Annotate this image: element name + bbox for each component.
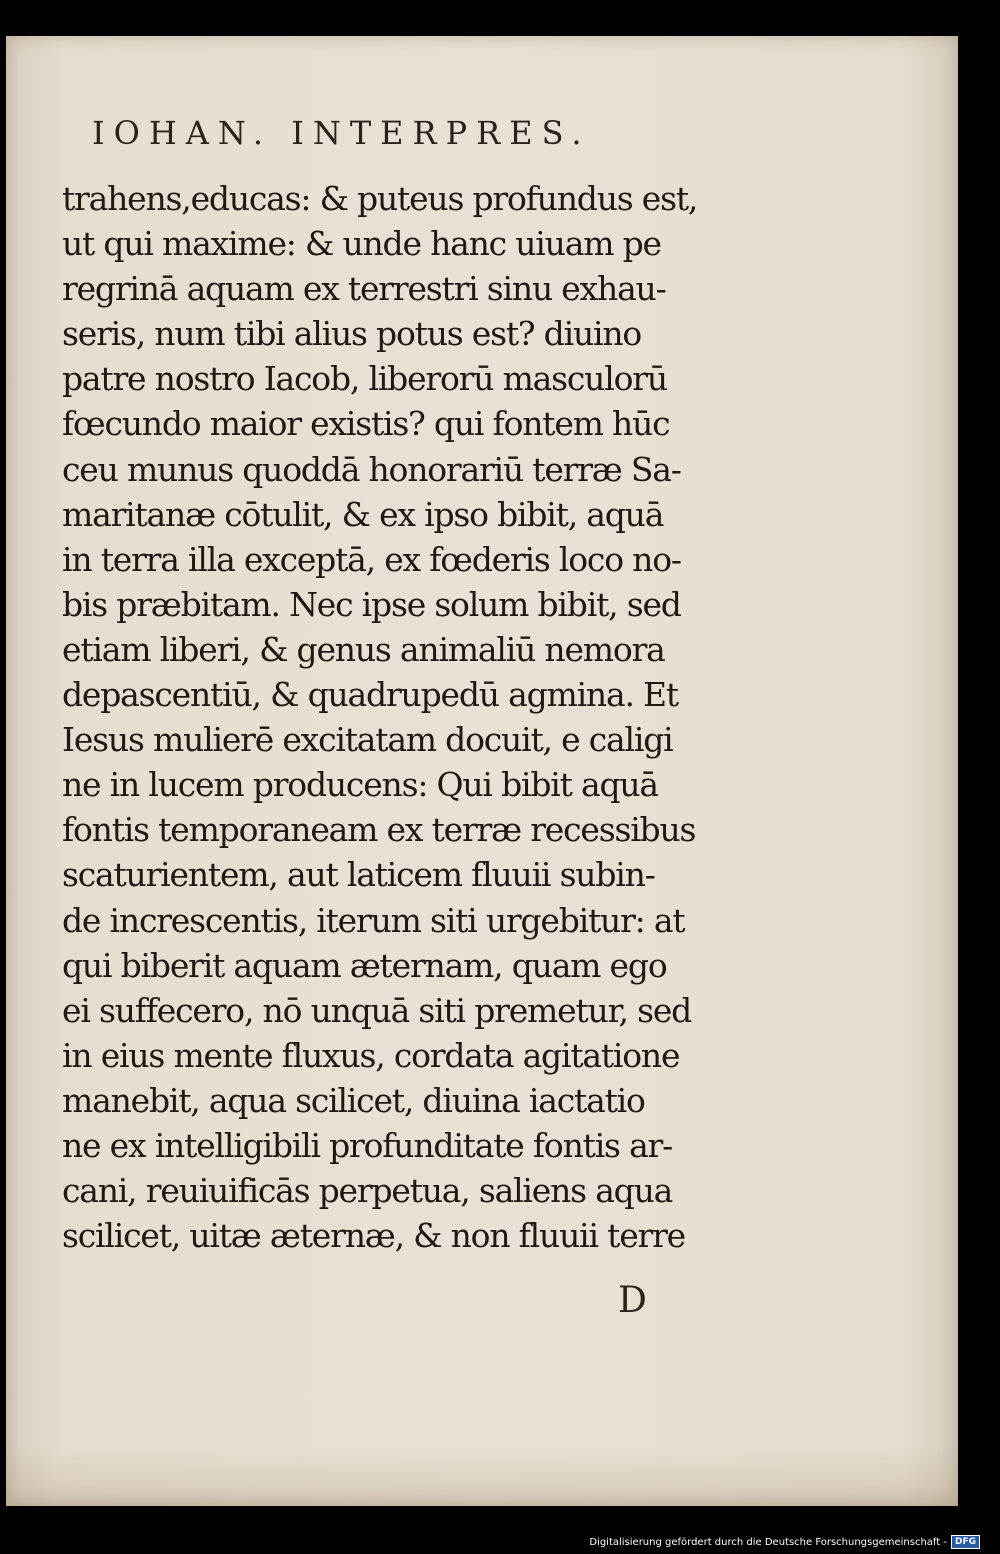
text-line: etiam liberi, & genus animaliū nemora [62, 629, 665, 669]
dfg-logo: DFG [951, 1535, 980, 1549]
text-line: regrinā aquam ex terrestri sinu exhau- [62, 269, 666, 309]
text-line: ut qui maxime: & unde hanc uiuam pe [62, 224, 661, 264]
text-block [62, 176, 702, 1258]
running-head: IOHAN. INTERPRES. [92, 114, 591, 152]
text-line: patre nostro Iacob, liberorū masculorū [62, 359, 667, 399]
text-line: ne in lucem producens: Qui bibit aquā [62, 765, 658, 805]
text-line: depascentiū, & quadrupedū agmina. Et [62, 675, 678, 715]
text-line: de increscentis, iterum siti urgebitur: at [62, 900, 685, 940]
text-line: trahens,educas: & puteus profundus est, [62, 179, 698, 218]
digitization-credit [589, 1534, 980, 1550]
text-line: qui biberit aquam æternam, quam ego [62, 945, 667, 985]
text-line: fœcundo maior existis? qui fontem hūc [62, 404, 670, 444]
text-line: fontis temporaneam ex terræ recessibus [62, 810, 696, 850]
book-page [6, 36, 958, 1506]
text-line: Iesus mulierē excitatam docuit, e caligi [62, 720, 673, 760]
text-line: manebit, aqua scilicet, diuina iactatio [62, 1080, 645, 1120]
text-line: in eius mente fluxus, cordata agitatione [62, 1035, 680, 1075]
text-line: seris, num tibi alius potus est? diuino [62, 314, 642, 354]
text-line: maritanæ cōtulit, & ex ipso bibit, aquā [62, 494, 664, 534]
text-line: ne ex intelligibili profunditate fontis ar- [62, 1125, 673, 1165]
text-line: bis præbitam. Nec ipse solum bibit, sed [62, 584, 681, 624]
text-line: cani, reuiuificās perpetua, saliens aqua [62, 1171, 673, 1211]
text-line: ceu munus quoddā honorariū terræ Sa- [62, 449, 681, 489]
text-line: scaturientem, aut laticem fluuii subin- [62, 855, 655, 895]
signature-mark: D [618, 1280, 647, 1321]
text-line: ei suffecero, nō unquā siti premetur, sed [62, 990, 692, 1030]
text-line: in terra illa exceptā, ex fœderis loco no- [62, 539, 681, 579]
text-line: scilicet, uitæ æternæ, & non fluuii terre [62, 1216, 686, 1256]
credit-text: Digitalisierung gefördert durch die Deutsche Forschungsgemeinschaft - [589, 1536, 947, 1548]
